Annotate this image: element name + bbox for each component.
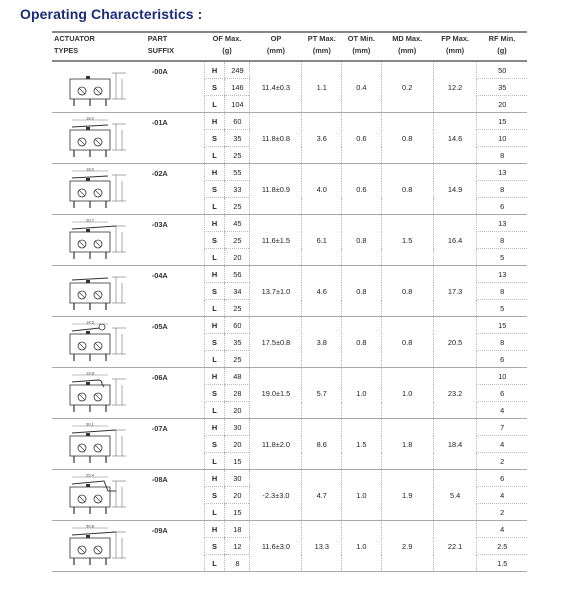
rf-value: 6 [477, 351, 527, 368]
force-level-label: S [204, 79, 225, 96]
switch-drawing-icon [60, 167, 140, 211]
op-value: 11.4±0.3 [250, 61, 302, 113]
dimension-label: 18.0 [86, 116, 94, 121]
header-op: OP (mm) [250, 32, 302, 61]
op-value: 19.0±1.5 [250, 368, 302, 419]
force-level-label: L [204, 504, 225, 521]
pt-value: 1.1 [302, 61, 342, 113]
pt-value: 13.3 [302, 521, 342, 572]
rf-value: 10 [477, 130, 527, 147]
force-level-label: H [204, 368, 225, 385]
characteristics-table [52, 31, 527, 572]
rf-value: 1.5 [477, 555, 527, 572]
md-value: 0.8 [381, 113, 433, 164]
pt-value: 3.6 [302, 113, 342, 164]
rf-value: 6 [477, 198, 527, 215]
rf-value: 15 [477, 317, 527, 334]
part-suffix: -05A [146, 317, 204, 368]
fp-value: 22.1 [433, 521, 477, 572]
force-level-label: H [204, 470, 225, 487]
pt-value: 4.0 [302, 164, 342, 215]
part-suffix: -04A [146, 266, 204, 317]
rf-value: 15 [477, 113, 527, 130]
pt-value: 5.7 [302, 368, 342, 419]
force-level-label: L [204, 555, 225, 572]
part-suffix: -09A [146, 521, 204, 572]
of-value: 28 [225, 385, 250, 402]
force-level-label: L [204, 96, 225, 113]
rf-value: 13 [477, 215, 527, 232]
rf-value: 8 [477, 283, 527, 300]
rf-value: 20 [477, 96, 527, 113]
header-of: OF Max. (g) [204, 32, 250, 61]
header-part: PART SUFFIX [146, 32, 204, 61]
switch-drawing-icon [60, 65, 140, 109]
force-level-label: S [204, 487, 225, 504]
op-value: -2.3±3.0 [250, 470, 302, 521]
force-level-label: H [204, 113, 225, 130]
part-suffix: -02A [146, 164, 204, 215]
of-value: 34 [225, 283, 250, 300]
of-value: 20 [225, 436, 250, 453]
rf-value: 5 [477, 249, 527, 266]
of-value: 25 [225, 147, 250, 164]
force-level-label: H [204, 215, 225, 232]
header-row [52, 32, 527, 61]
table-row [52, 266, 527, 283]
fp-value: 14.6 [433, 113, 477, 164]
of-value: 25 [225, 198, 250, 215]
force-level-label: S [204, 130, 225, 147]
force-level-label: H [204, 164, 225, 181]
header-rf: RF Min. (g) [477, 32, 527, 61]
fp-value: 23.2 [433, 368, 477, 419]
switch-drawing-icon [60, 524, 140, 568]
dimension-label: 14.5 [86, 320, 94, 325]
table-row [52, 113, 527, 130]
md-value: 1.5 [381, 215, 433, 266]
actuator-image [52, 419, 146, 470]
part-suffix: -06A [146, 368, 204, 419]
force-level-label: H [204, 266, 225, 283]
header-ot: OT Min. (mm) [342, 32, 382, 61]
op-value: 11.6±3.0 [250, 521, 302, 572]
rf-value: 2.5 [477, 538, 527, 555]
rf-value: 8 [477, 181, 527, 198]
header-fp: FP Max. (mm) [433, 32, 477, 61]
table-row [52, 215, 527, 232]
fp-value: 18.4 [433, 419, 477, 470]
rf-value: 8 [477, 232, 527, 249]
table-row [52, 164, 527, 181]
of-value: 45 [225, 215, 250, 232]
pt-value: 3.8 [302, 317, 342, 368]
force-level-label: H [204, 317, 225, 334]
force-level-label: L [204, 249, 225, 266]
rf-value: 2 [477, 504, 527, 521]
op-value: 11.8±2.0 [250, 419, 302, 470]
ot-value: 1.0 [342, 521, 382, 572]
of-value: 35 [225, 130, 250, 147]
of-value: 35 [225, 334, 250, 351]
switch-drawing-icon [60, 116, 140, 160]
table-row [52, 419, 527, 436]
of-value: 60 [225, 113, 250, 130]
table-row [52, 317, 527, 334]
actuator-image [52, 317, 146, 368]
dimension-label: 50.8 [86, 524, 94, 529]
of-value: 104 [225, 96, 250, 113]
pt-value: 4.7 [302, 470, 342, 521]
switch-drawing-icon [60, 473, 140, 517]
switch-drawing-icon [60, 269, 140, 313]
of-value: 249 [225, 61, 250, 79]
force-level-label: L [204, 351, 225, 368]
op-value: 11.8±0.8 [250, 113, 302, 164]
table-row [52, 470, 527, 487]
part-suffix: -00A [146, 61, 204, 113]
md-value: 0.2 [381, 61, 433, 113]
of-value: 15 [225, 504, 250, 521]
of-value: 25 [225, 300, 250, 317]
pt-value: 6.1 [302, 215, 342, 266]
md-value: 1.0 [381, 368, 433, 419]
dimension-label: 19.8 [86, 371, 94, 376]
of-value: 48 [225, 368, 250, 385]
table-row [52, 368, 527, 385]
ot-value: 0.6 [342, 164, 382, 215]
op-value: 11.8±0.9 [250, 164, 302, 215]
part-suffix: -01A [146, 113, 204, 164]
of-value: 15 [225, 453, 250, 470]
dimension-label: 30.1 [86, 422, 94, 427]
rf-value: 4 [477, 487, 527, 504]
actuator-image [52, 215, 146, 266]
rf-value: 6 [477, 470, 527, 487]
header-md: MD Max. (mm) [381, 32, 433, 61]
table-row [52, 61, 527, 79]
rf-value: 8 [477, 334, 527, 351]
force-level-label: S [204, 436, 225, 453]
force-level-label: L [204, 402, 225, 419]
fp-value: 17.3 [433, 266, 477, 317]
switch-drawing-icon [60, 422, 140, 466]
ot-value: 0.8 [342, 266, 382, 317]
rf-value: 4 [477, 402, 527, 419]
force-level-label: H [204, 419, 225, 436]
of-value: 146 [225, 79, 250, 96]
of-value: 60 [225, 317, 250, 334]
of-value: 12 [225, 538, 250, 555]
md-value: 0.8 [381, 164, 433, 215]
pt-value: 8.6 [302, 419, 342, 470]
force-level-label: H [204, 521, 225, 538]
part-suffix: -08A [146, 470, 204, 521]
rf-value: 13 [477, 266, 527, 283]
fp-value: 5.4 [433, 470, 477, 521]
part-suffix: -07A [146, 419, 204, 470]
actuator-image [52, 368, 146, 419]
op-value: 11.6±1.5 [250, 215, 302, 266]
md-value: 1.9 [381, 470, 433, 521]
ot-value: 0.4 [342, 61, 382, 113]
of-value: 55 [225, 164, 250, 181]
force-level-label: S [204, 283, 225, 300]
md-value: 0.8 [381, 266, 433, 317]
md-value: 1.8 [381, 419, 433, 470]
dimension-label: 20.7 [86, 218, 94, 223]
ot-value: 0.8 [342, 317, 382, 368]
ot-value: 0.6 [342, 113, 382, 164]
header-pt: PT Max. (mm) [302, 32, 342, 61]
rf-value: 4 [477, 521, 527, 538]
force-level-label: L [204, 300, 225, 317]
md-value: 2.9 [381, 521, 433, 572]
actuator-image [52, 61, 146, 113]
actuator-image [52, 113, 146, 164]
rf-value: 6 [477, 385, 527, 402]
force-level-label: L [204, 453, 225, 470]
rf-value: 13 [477, 164, 527, 181]
force-level-label: H [204, 61, 225, 79]
switch-drawing-icon [60, 320, 140, 364]
part-suffix: -03A [146, 215, 204, 266]
ot-value: 1.5 [342, 419, 382, 470]
rf-value: 50 [477, 61, 527, 79]
of-value: 30 [225, 419, 250, 436]
of-value: 8 [225, 555, 250, 572]
op-value: 17.5±0.8 [250, 317, 302, 368]
force-level-label: S [204, 385, 225, 402]
of-value: 25 [225, 351, 250, 368]
rf-value: 4 [477, 436, 527, 453]
force-level-label: S [204, 538, 225, 555]
rf-value: 8 [477, 147, 527, 164]
of-value: 56 [225, 266, 250, 283]
of-value: 25 [225, 232, 250, 249]
md-value: 0.8 [381, 317, 433, 368]
actuator-image [52, 470, 146, 521]
rf-value: 5 [477, 300, 527, 317]
rf-value: 2 [477, 453, 527, 470]
ot-value: 1.0 [342, 470, 382, 521]
of-value: 20 [225, 402, 250, 419]
pt-value: 4.6 [302, 266, 342, 317]
force-level-label: S [204, 232, 225, 249]
force-level-label: S [204, 334, 225, 351]
actuator-image [52, 164, 146, 215]
of-value: 30 [225, 470, 250, 487]
force-level-label: L [204, 198, 225, 215]
switch-drawing-icon [60, 218, 140, 262]
switch-drawing-icon [60, 371, 140, 415]
op-value: 13.7±1.0 [250, 266, 302, 317]
fp-value: 12.2 [433, 61, 477, 113]
table-row [52, 521, 527, 538]
rf-value: 10 [477, 368, 527, 385]
rf-value: 35 [477, 79, 527, 96]
actuator-image [52, 521, 146, 572]
force-level-label: L [204, 147, 225, 164]
ot-value: 0.8 [342, 215, 382, 266]
of-value: 18 [225, 521, 250, 538]
force-level-label: S [204, 181, 225, 198]
dimension-label: 25.4 [86, 473, 94, 478]
ot-value: 1.0 [342, 368, 382, 419]
page-title: Operating Characteristics : [20, 6, 203, 22]
fp-value: 20.5 [433, 317, 477, 368]
fp-value: 16.4 [433, 215, 477, 266]
rf-value: 7 [477, 419, 527, 436]
fp-value: 14.9 [433, 164, 477, 215]
of-value: 33 [225, 181, 250, 198]
actuator-image [52, 266, 146, 317]
header-actuator: ACTUATOR TYPES [52, 32, 146, 61]
of-value: 20 [225, 487, 250, 504]
dimension-label: 18.0 [86, 167, 94, 172]
of-value: 20 [225, 249, 250, 266]
